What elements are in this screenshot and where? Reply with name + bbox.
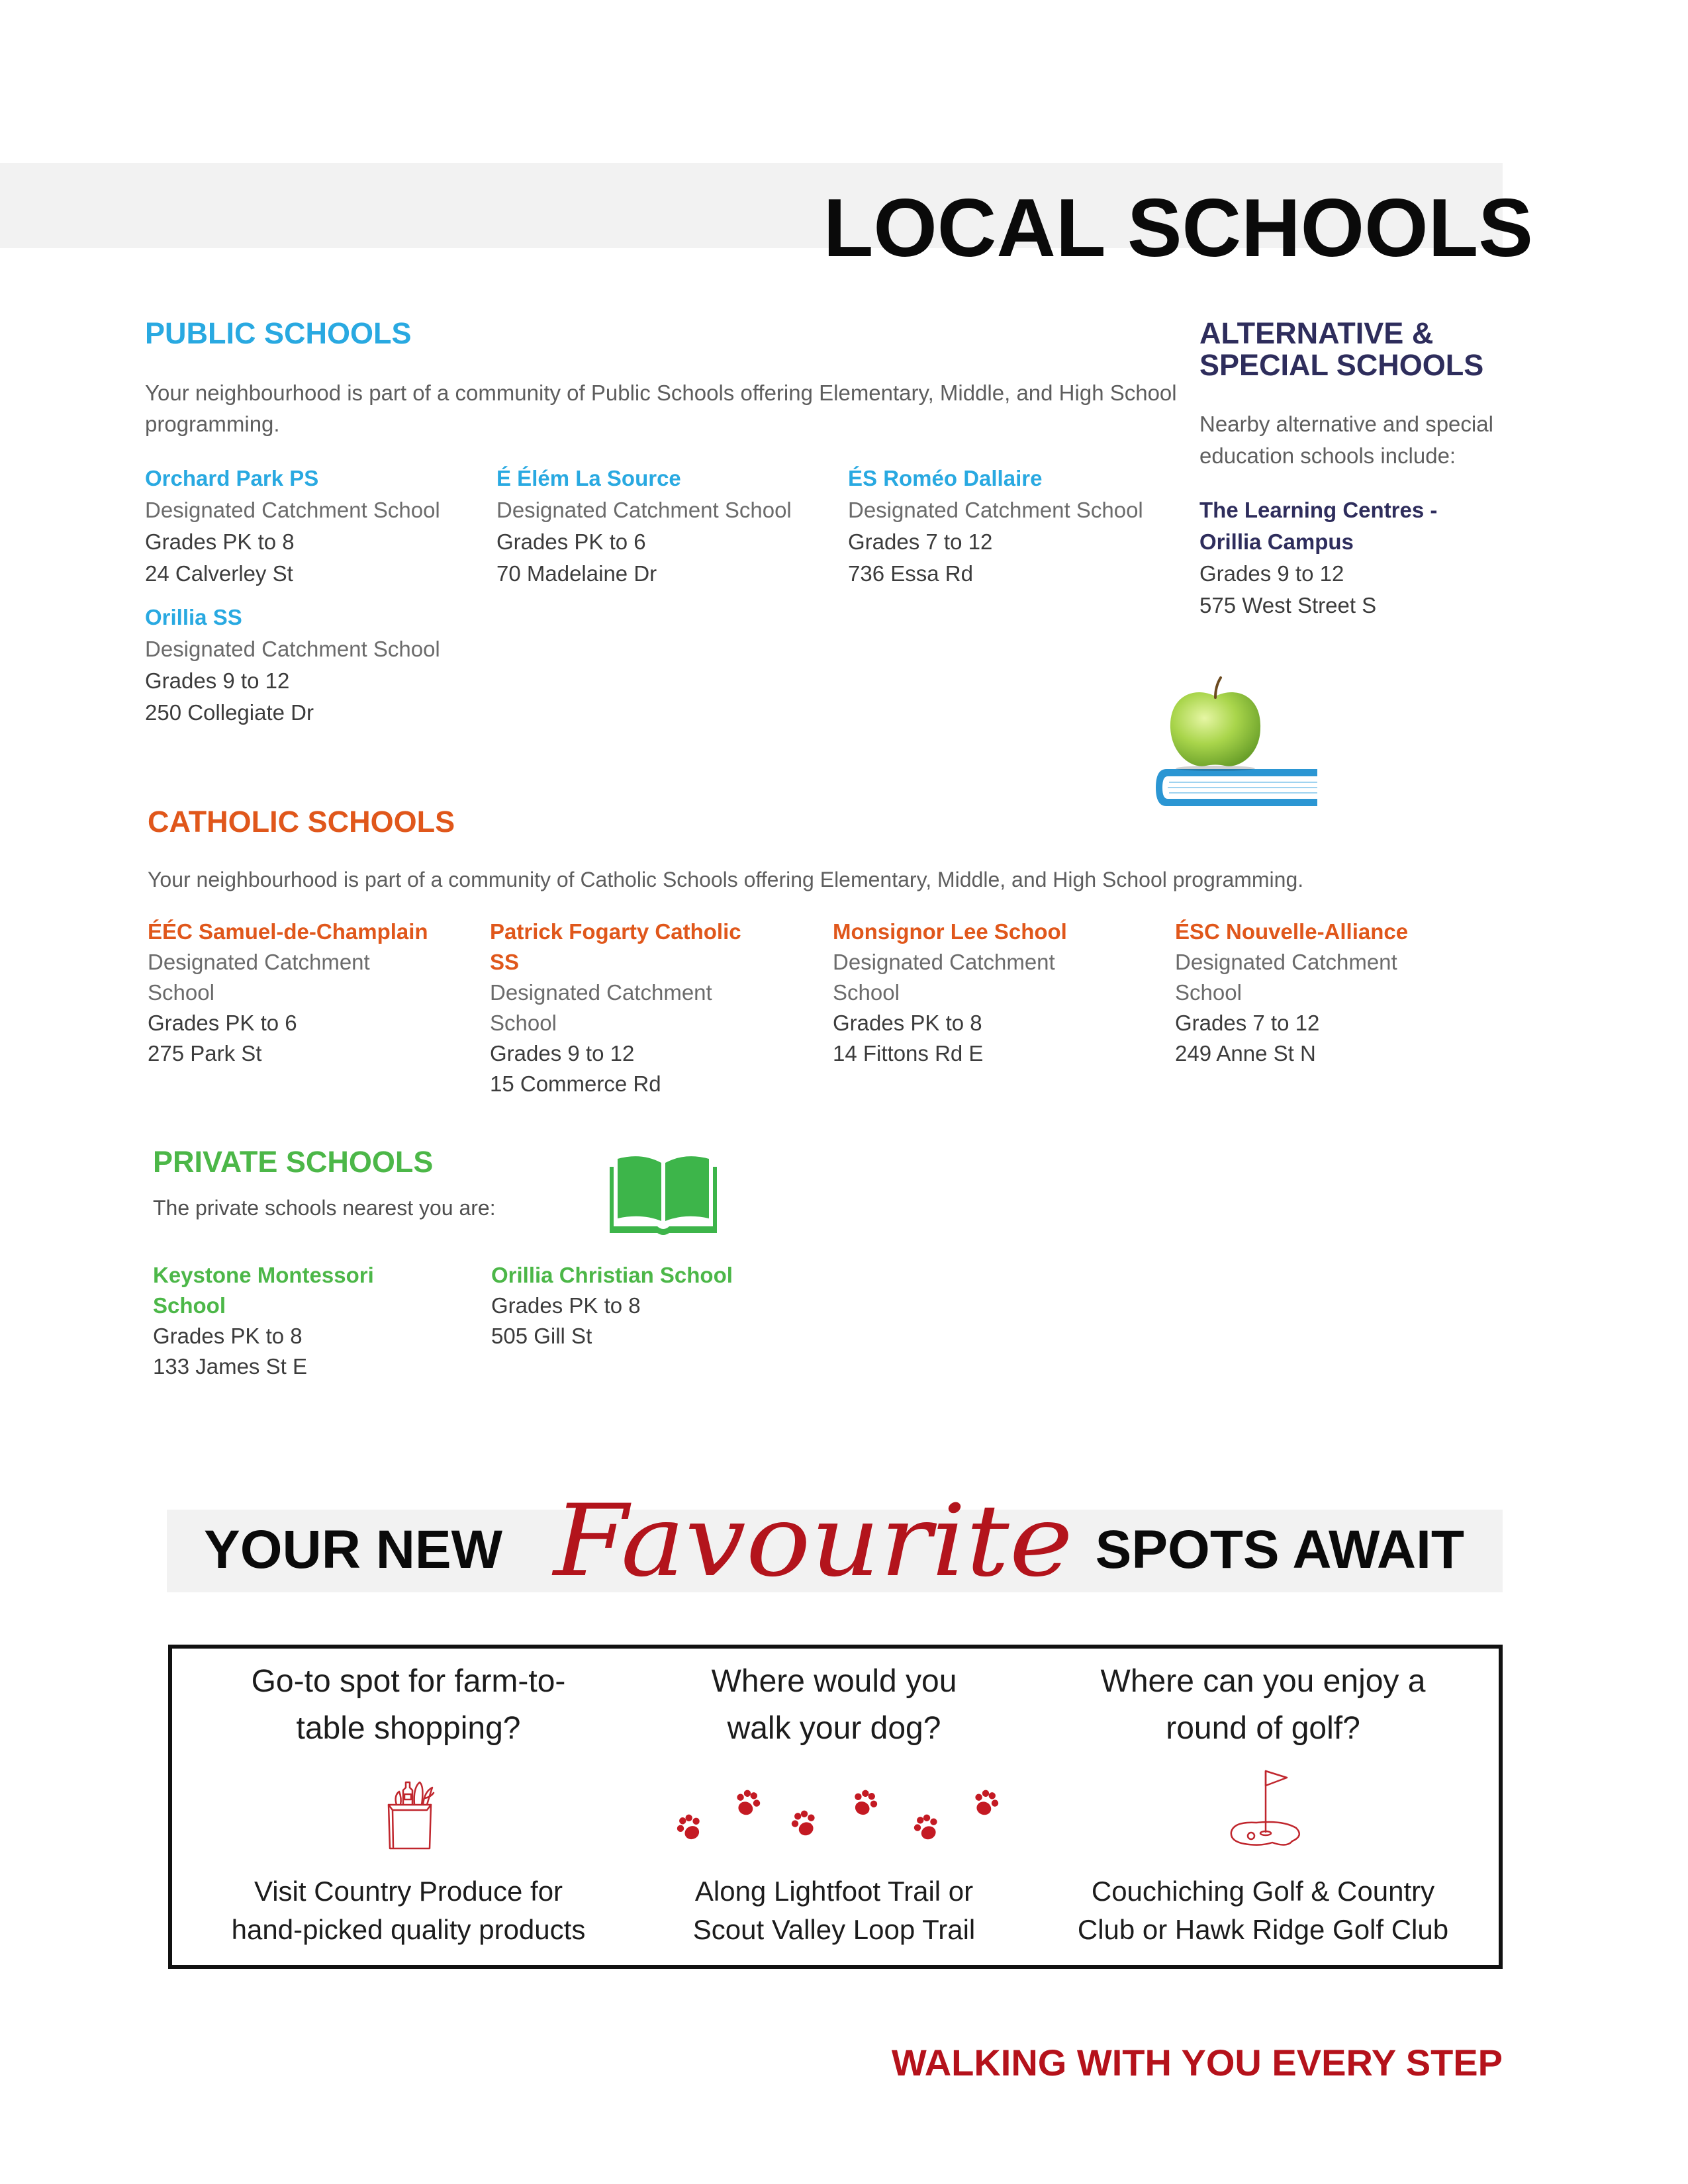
school-name: The Learning Centres - [1199,498,1438,522]
school-designation: Designated Catchment [148,950,370,974]
school-grades: Grades PK to 8 [153,1324,303,1348]
school-designation: Designated Catchment School [145,498,440,522]
school-name: ÉS Roméo Dallaire [848,466,1043,490]
open-book-icon [607,1152,720,1237]
question-line: table shopping? [296,1711,521,1746]
answer-line: Along Lightfoot Trail or [694,1876,974,1907]
answer-line: Visit Country Produce for [254,1876,563,1907]
school-grades: Grades 7 to 12 [1175,1011,1320,1035]
private-schools-intro: The private schools nearest you are: [153,1196,496,1220]
apple [1170,692,1260,766]
apple-on-book-icon [1153,676,1319,809]
school-designation: Designated Catchment [833,950,1055,974]
question-line: round of golf? [1166,1711,1360,1746]
school-designation: Designated Catchment [1175,950,1397,974]
alternative-schools-intro: Nearby alternative and special education schools include: [1199,412,1493,468]
school-designation: Designated Catchment School [848,498,1143,522]
school-name: SS [490,950,520,974]
heading-line: SPECIAL SCHOOLS [1199,348,1484,382]
question-line: walk your dog? [727,1711,941,1746]
school-designation: Designated Catchment School [145,637,440,661]
school-keystone-montessori [153,1260,374,1382]
school-grades: Grades PK to 8 [833,1011,982,1035]
school-orillia-ss [145,602,440,729]
grocery-bag-shapes [389,1782,434,1848]
school-designation: School [490,1011,557,1035]
school-e-elem-la-source [496,463,792,590]
answer-line: Scout Valley Loop Trail [692,1914,976,1945]
school-address: 736 Essa Rd [848,561,973,586]
paw-print-icon [970,1787,1002,1818]
school-grades: Grades PK to 6 [148,1011,297,1035]
spot-answer [1051,1872,1475,1949]
school-name: Monsignor Lee School [833,919,1067,944]
school-grades: Grades 9 to 12 [1199,561,1344,586]
school-address: 250 Collegiate Dr [145,700,314,725]
school-grades: Grades PK to 8 [491,1293,641,1318]
school-es-romeo-dallaire [848,463,1143,590]
answer-line: Club or Hawk Ridge Golf Club [1077,1914,1449,1945]
school-esc-nouvelle-alliance [1175,917,1408,1069]
school-address: 14 Fittons Rd E [833,1041,984,1066]
school-designation: Designated Catchment School [496,498,792,522]
paw-print-icon [911,1811,942,1843]
school-address: 575 West Street S [1199,593,1377,617]
school-name: Orillia SS [145,605,242,629]
school-grades: Grades 9 to 12 [145,668,290,693]
spot-card-golf [1051,1649,1475,1965]
spots-heading-right: SPOTS AWAIT [1095,1520,1464,1580]
spots-card-box [168,1645,1503,1969]
school-eec-samuel-de-champlain [148,917,428,1069]
public-schools-intro: Your neighbourhood is part of a community of Public Schools offering Elementary, Middle, and High School programming. [145,381,1177,436]
golf-flag-icon [1226,1767,1305,1850]
school-name: ÉÉC Samuel-de-Champlain [148,919,428,944]
school-name: Keystone Montessori [153,1263,374,1287]
school-grades: Grades PK to 6 [496,529,646,554]
heading-line: ALTERNATIVE & [1199,316,1434,350]
school-address: 133 James St E [153,1354,307,1379]
spot-card-farm-to-table [197,1649,620,1965]
school-address: 70 Madelaine Dr [496,561,657,586]
alternative-schools-heading [1199,318,1483,381]
spot-card-dog-walk [622,1649,1046,1965]
catholic-schools-heading: CATHOLIC SCHOOLS [148,805,455,839]
school-designation: School [833,980,900,1005]
spot-answer [622,1872,1046,1949]
paw-print-icon [673,1811,706,1844]
private-schools-heading: PRIVATE SCHOOLS [153,1145,434,1179]
spot-question [622,1658,1046,1752]
answer-line: Couchiching Golf & Country [1091,1876,1435,1907]
spot-question [1051,1658,1475,1752]
spot-answer [197,1872,620,1949]
school-patrick-fogarty-catholic-ss [490,917,741,1099]
school-orchard-park-ps [145,463,440,590]
school-grades: Grades 7 to 12 [848,529,993,554]
answer-line: hand-picked quality products [231,1914,586,1945]
question-line: Go-to spot for farm-to- [251,1664,566,1699]
apple-shadow [1176,766,1255,771]
footer-tagline: WALKING WITH YOU EVERY STEP [891,2042,1503,2083]
school-name: Orillia Christian School [491,1263,733,1287]
school-designation: School [148,980,214,1005]
catholic-schools-intro: Your neighbourhood is part of a community of Catholic Schools offering Elementary, Middle, and High School programming. [148,868,1304,891]
school-grades: Grades PK to 8 [145,529,295,554]
public-schools-heading: PUBLIC SCHOOLS [145,316,412,350]
school-name: School [153,1293,226,1318]
school-address: 15 Commerce Rd [490,1071,661,1096]
favourite-script-text: Favourite [551,1484,1073,1599]
school-designation: Designated Catchment [490,980,712,1005]
question-line: Where can you enjoy a [1100,1664,1426,1699]
paw-print-icon [788,1807,820,1839]
school-learning-centres-orillia [1199,494,1437,621]
school-address: 249 Anne St N [1175,1041,1316,1066]
paw-print-icon [732,1787,763,1818]
paw-prints-icon [669,1787,1006,1846]
school-name: Orillia Campus [1199,529,1354,554]
school-name: ÉSC Nouvelle-Alliance [1175,919,1409,944]
school-monsignor-lee [833,917,1067,1069]
school-address: 275 Park St [148,1041,262,1066]
school-name: É Élém La Source [496,466,681,490]
paw-print-icon [849,1787,881,1819]
book-right-page [665,1156,709,1221]
school-name: Patrick Fogarty Catholic [490,919,741,944]
school-grades: Grades 9 to 12 [490,1041,635,1066]
school-orillia-christian [491,1260,733,1351]
grocery-bag-icon [383,1778,436,1851]
golf-shapes [1231,1771,1299,1845]
school-designation: School [1175,980,1242,1005]
book-left-page [618,1156,661,1221]
spots-heading-script [549,1482,1079,1608]
spots-heading-left: YOUR NEW [204,1520,502,1580]
school-address: 505 Gill St [491,1324,592,1348]
school-name: Orchard Park PS [145,466,319,490]
page-title: LOCAL SCHOOLS [823,183,1533,274]
question-line: Where would you [711,1664,957,1699]
school-address: 24 Calverley St [145,561,293,586]
spot-question [197,1658,620,1752]
